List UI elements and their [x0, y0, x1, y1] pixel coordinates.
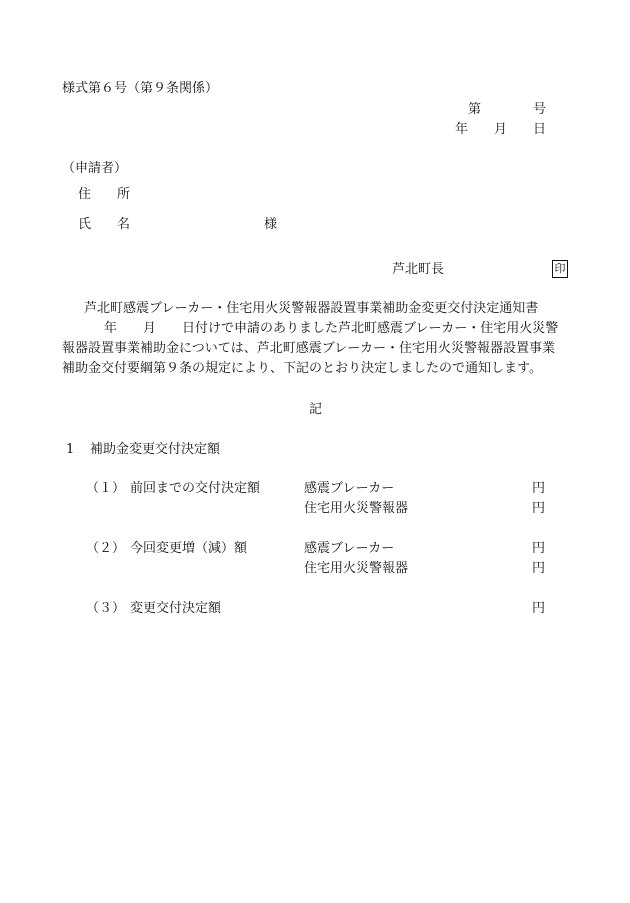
- item-2-row-1-unit: 円: [532, 541, 546, 556]
- item-2-row-1-name: 感震ブレーカー: [304, 541, 395, 556]
- name-label: 氏 名: [78, 217, 131, 232]
- item-2-row-2-name: 住宅用火災警報器: [304, 561, 409, 576]
- item-2-row-2-unit: 円: [532, 561, 546, 576]
- item-1-label: 前回までの交付決定額: [130, 481, 261, 496]
- honorific: 様: [264, 217, 278, 232]
- item-1-row-1-name: 感震ブレーカー: [304, 481, 395, 496]
- issue-date-line: 年 月 日: [455, 122, 547, 137]
- item-1-row-2-name: 住宅用火災警報器: [304, 501, 409, 516]
- body-line-3: 補助金交付要綱第９条の規定により、下記のとおり決定しましたので通知します。: [62, 361, 542, 376]
- item-1-row-1-unit: 円: [532, 481, 546, 496]
- document-title: 芦北町感震ブレーカー・住宅用火災警報器設置事業補助金変更交付決定通知書: [84, 301, 539, 316]
- seal-stamp: 印: [552, 260, 568, 278]
- issuer-title: 芦北町長: [392, 262, 445, 277]
- item-1-row-2-unit: 円: [532, 501, 546, 516]
- address-label: 住 所: [78, 187, 131, 202]
- applicant-label: （申請者）: [62, 161, 128, 176]
- item-1-number: （１）: [86, 481, 126, 496]
- body-line-2: 報器設置事業補助金については、芦北町感震ブレーカー・住宅用火災警報器設置事業: [62, 341, 555, 356]
- item-2-number: （２）: [86, 541, 126, 556]
- item-3-label: 変更交付決定額: [130, 601, 222, 616]
- section-heading: 補助金変更交付決定額: [90, 442, 221, 457]
- item-2-label: 今回変更増（減）額: [130, 541, 248, 556]
- item-3-number: （３）: [86, 601, 126, 616]
- ki-heading: 記: [309, 402, 323, 417]
- body-line-1: 年 月 日付けで申請のありました芦北町感震ブレーカー・住宅用火災警: [104, 321, 559, 336]
- form-number: 様式第６号（第９条関係）: [62, 81, 219, 96]
- document-number-line: 第 号: [468, 102, 547, 117]
- section-number: 1: [66, 442, 75, 457]
- item-3-unit: 円: [532, 601, 546, 616]
